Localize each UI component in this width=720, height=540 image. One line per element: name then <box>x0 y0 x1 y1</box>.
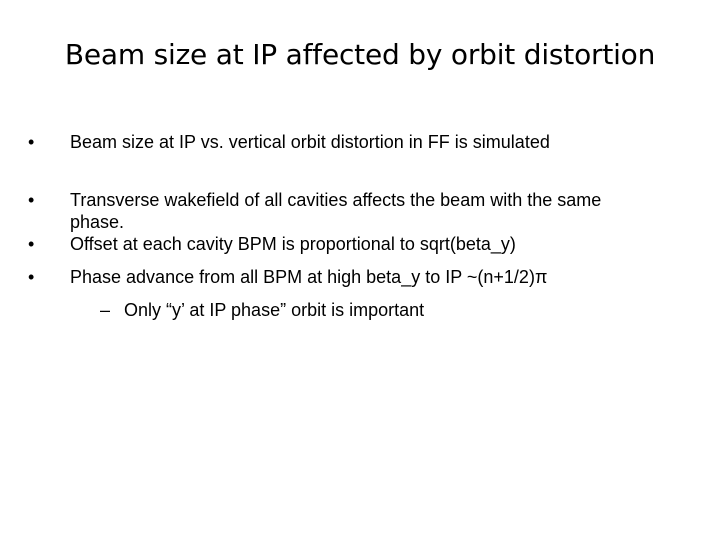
bullet-text: Phase advance from all BPM at high beta_y to IP ~(n+1/2)π <box>70 267 548 287</box>
bullet-marker: • <box>28 267 35 287</box>
bullet-marker: • <box>28 234 35 254</box>
slide-title: Beam size at IP affected by orbit distortion <box>64 38 656 71</box>
bullet-marker: • <box>28 190 35 210</box>
bullet-text: Offset at each cavity BPM is proportional to sqrt(beta_y) <box>70 234 516 254</box>
bullet-text-line-2: phase. <box>70 212 125 232</box>
bullet-text: Beam size at IP vs. vertical orbit distortion in FF is simulated <box>70 132 550 152</box>
bullet-marker: • <box>28 132 35 152</box>
bullet-text-line-1: Transverse wakefield of all cavities affects the beam with the same <box>70 190 602 210</box>
sub-bullet-text: Only “y’ at IP phase” orbit is important <box>124 300 425 320</box>
sub-bullet-marker: – <box>100 300 111 320</box>
